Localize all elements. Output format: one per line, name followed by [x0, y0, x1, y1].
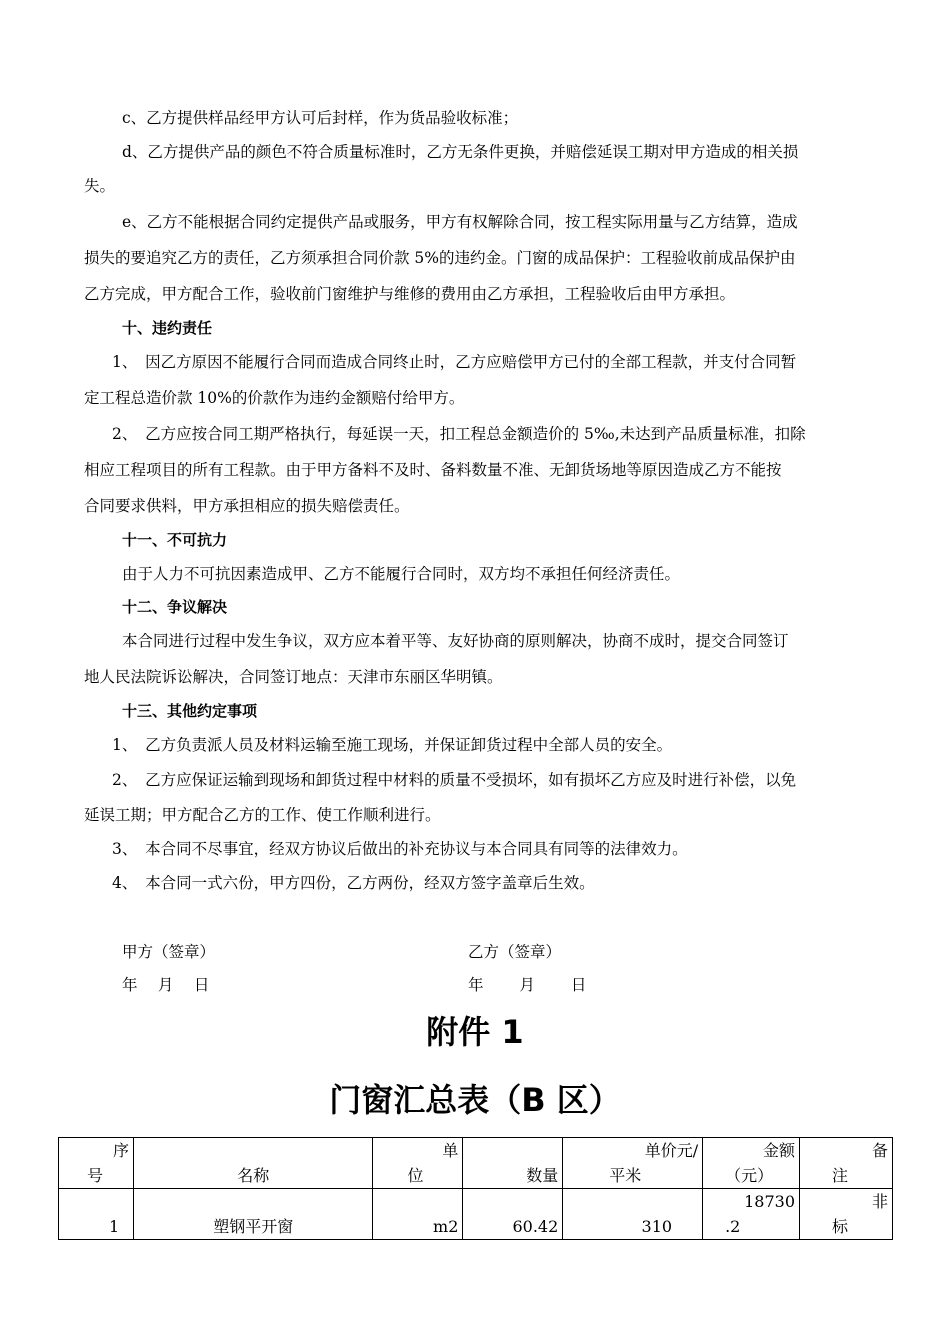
cell-amount: 18730 .2	[703, 1189, 800, 1240]
cell-qty: 60.42	[463, 1189, 563, 1240]
section-10-item-1-cont: 定工程总造价款 10%的价款作为违约金额赔付给甲方。	[84, 389, 465, 407]
table-header-row	[59, 1138, 893, 1189]
party-b-date: 年 月 日	[468, 976, 587, 994]
cell-no: 1	[59, 1189, 134, 1240]
section-13-item-4: 4、 本合同一式六份，甲方四份，乙方两份，经双方签字盖章后生效。	[112, 874, 595, 892]
party-a-date: 年 月 日	[122, 976, 210, 994]
section-heading-11: 十一、不可抗力	[122, 531, 228, 549]
header-qty: 数量	[463, 1138, 563, 1189]
table-row	[59, 1189, 893, 1240]
section-10-item-2-cont-2: 合同要求供料，甲方承担相应的损失赔偿责任。	[84, 497, 410, 515]
clause-e-cont-2: 乙方完成，甲方配合工作，验收前门窗维护与维修的费用由乙方承担，工程验收后由甲方承担。	[84, 285, 736, 303]
attachment-title: 附件 1	[426, 1013, 524, 1051]
section-heading-12: 十二、争议解决	[122, 598, 228, 616]
section-heading-13: 十三、其他约定事项	[122, 702, 258, 720]
cell-unit-price: 310	[563, 1189, 703, 1240]
section-10-item-2-cont-1: 相应工程项目的所有工程款。由于甲方备料不及时、备料数量不准、无卸货场地等原因造成乙方不能按	[84, 461, 782, 479]
party-a-seal-label: 甲方（签章）	[122, 943, 216, 961]
section-13-item-2-cont: 延误工期；甲方配合乙方的工作、使工作顺利进行。	[84, 806, 441, 824]
clause-e-cont-1: 损失的要追究乙方的责任，乙方须承担合同价款 5%的违约金。门窗的成品保护：工程验收前成品保护由	[84, 249, 796, 267]
section-heading-10: 十、违约责任	[122, 319, 213, 337]
clause-d-cont: 失。	[84, 177, 116, 195]
header-no: 序 号	[59, 1138, 134, 1189]
door-window-summary-table	[58, 1137, 893, 1240]
section-12-text: 本合同进行过程中发生争议，双方应本着平等、友好协商的原则解决，协商不成时，提交合同签订	[122, 632, 789, 650]
header-name: 名称	[133, 1138, 373, 1189]
cell-unit: m2	[373, 1189, 463, 1240]
section-13-item-1: 1、 乙方负责派人员及材料运输至施工现场，并保证卸货过程中全部人员的安全。	[112, 736, 673, 754]
cell-note: 非 标	[800, 1189, 893, 1240]
section-11-text: 由于人力不可抗因素造成甲、乙方不能履行合同时，双方均不承担任何经济责任。	[122, 565, 681, 583]
header-note: 备 注	[800, 1138, 893, 1189]
section-10-item-2: 2、 乙方应按合同工期严格执行，每延误一天，扣工程总金额造价的 5‰,未达到产品质量标准，扣除	[112, 425, 806, 443]
clause-c: c、乙方提供样品经甲方认可后封样，作为货品验收标准；	[122, 109, 519, 127]
clause-e: e、乙方不能根据合同约定提供产品或服务，甲方有权解除合同，按工程实际用量与乙方结算，造成	[122, 213, 798, 231]
table-title: 门窗汇总表（B 区）	[329, 1081, 621, 1119]
clause-d: d、乙方提供产品的颜色不符合质量标准时，乙方无条件更换，并赔偿延误工期对甲方造成的相关损	[122, 143, 799, 161]
cell-name: 塑钢平开窗	[133, 1189, 373, 1240]
section-12-text-cont: 地人民法院诉讼解决，合同签订地点：天津市东丽区华明镇。	[84, 668, 503, 686]
party-b-seal-label: 乙方（签章）	[468, 943, 562, 961]
header-unit-price: 单价元/ 平米	[563, 1138, 703, 1189]
section-13-item-3: 3、 本合同不尽事宜，经双方协议后做出的补充协议与本合同具有同等的法律效力。	[112, 840, 688, 858]
header-amount: 金额 （元）	[703, 1138, 800, 1189]
section-10-item-1: 1、 因乙方原因不能履行合同而造成合同终止时，乙方应赔偿甲方已付的全部工程款，并支付合同暂	[112, 353, 797, 371]
section-13-item-2: 2、 乙方应保证运输到现场和卸货过程中材料的质量不受损坏，如有损坏乙方应及时进行补偿，以免	[112, 771, 797, 789]
header-unit: 单 位	[373, 1138, 463, 1189]
